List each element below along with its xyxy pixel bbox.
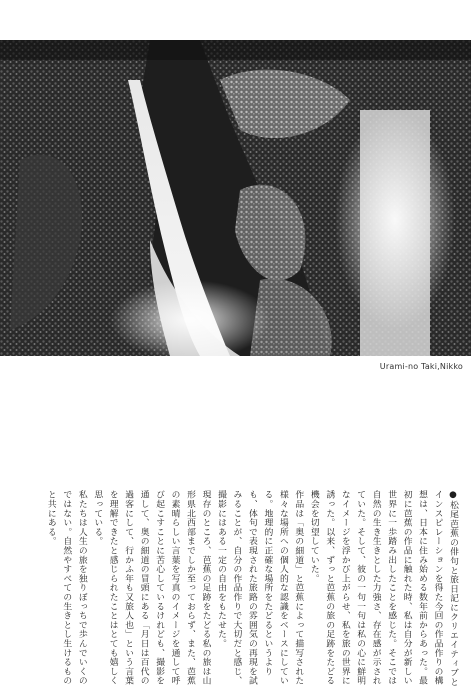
photo-caption: Urami-no Taki,Nikko bbox=[379, 362, 463, 371]
waterfall-photo bbox=[0, 40, 471, 356]
paragraph-3: 現存のところ、芭蕉の足跡をたどる私の旅は山形県北西部までしか至っておらず、また、芭蕉の素晴らしい言葉を写真のイメージを通して呼び起こすことに苦心しているけれども、撮影を通して、奥の細道の冒頭にある「月日は百代の過客にして、行かふ年も又旅人也」という言葉を理解できたと感じられたことはとても嬉しく思っている。 bbox=[92, 490, 211, 686]
paragraph-4: 私たちは人生の旅を独りぼっちで歩んでいくのではない。自然やすべての生きとし生けるものと共にある。 bbox=[45, 490, 87, 686]
paragraph-2: 作品は「奥の細道」と芭蕉によって描写された様々な場所への個人的な認識をベースにしている。地理的に正確な場所をたどるというよりも、体句で表現された旅路の雰囲気の再現を試みることが、自分の作品作りで大切だと感じ、撮影にはある一定の自由をもたせた。 bbox=[215, 490, 304, 686]
waterfall-photo-image bbox=[0, 40, 471, 356]
essay-body bbox=[30, 490, 460, 690]
paragraph-1: ●松尾芭蕉の俳句と旅日記にクリエイティブとインスピレーションを得た今回の作品作りの構想は、日本に住み始める数年前からあった。最初に芭蕉の作品に触れた時、私は自分が新しい世界に一歩踏み出したことを感じた。そこでは自然の生き生きとした力強さ、存在感が示されていた。そして、彼の一句一句は私の心に鮮明なイメージを浮かび上がらせ、私を旅の世界に誘った。以来、ずっと芭蕉の旅の足跡をたどる機会を切望していた。 bbox=[308, 490, 458, 687]
vertical-text-column bbox=[30, 490, 460, 690]
